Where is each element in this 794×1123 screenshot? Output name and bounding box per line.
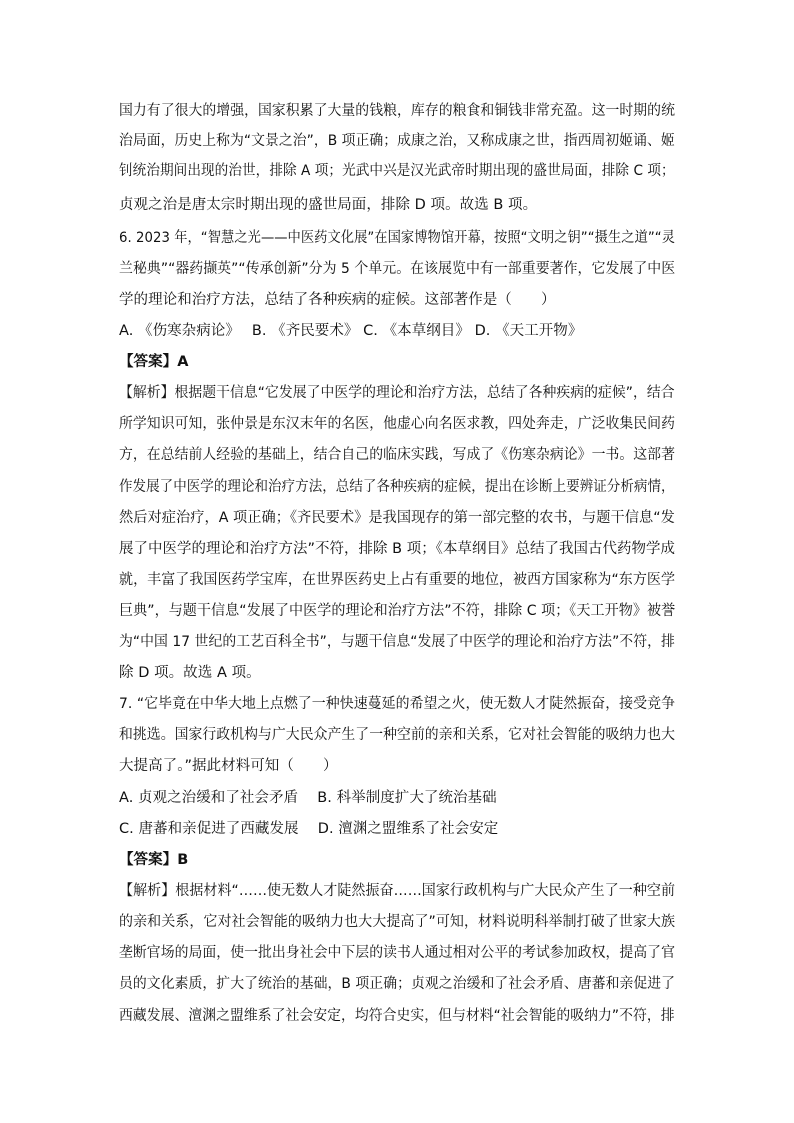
text-line: 国力有了很大的增强，国家积累了大量的钱粮，库存的粮食和铜钱非常充盈。这一时期的统 <box>119 103 675 119</box>
analysis-line: 然后对症治疗，A 项正确；《齐民要术》是我国现存的第一部完整的农书，与题干信息“发 <box>119 510 675 526</box>
analysis-line: 方，在总结前人经验的基础上，结合自己的临床实践，写成了《伤寒杂病论》一书。这部著 <box>119 447 675 463</box>
answer-label: 【答案】A <box>119 354 189 370</box>
question-7-stem: 和挑选。国家行政机构与广大民众产生了一种空前的亲和关系，它对社会智能的吸纳力也大 <box>119 727 675 743</box>
analysis-line: 展了中医学的理论和治疗方法”不符，排除 B 项；《本草纲目》总结了我国古代药物学成 <box>119 541 675 557</box>
analysis-line: 除 D 项。故选 A 项。 <box>119 665 261 681</box>
question-6-stem: 兰秘典”“器药撷英”“传承创新”分为 5 个单元。在该展览中有一部重要著作，它发展了中医 <box>119 261 676 277</box>
analysis-line: 作发展了中医学的理论和治疗方法，总结了各种疾病的症候，提出在诊断上要辨证分析病情， <box>119 479 675 495</box>
question-6-options: A. 《伤寒杂病论》 B. 《齐民要术》 C. 《本草纲目》 D. 《天工开物》 <box>119 323 583 339</box>
analysis-line: 为“中国 17 世纪的工艺百科全书”，与题干信息“发展了中医学的理论和治疗方法”不符，排 <box>119 634 675 650</box>
question-6-stem: 6. 2023 年，“智慧之光——中医药文化展”在国家博物馆开幕，按照“文明之钥”“摄生之道”“灵 <box>119 230 676 246</box>
question-7-stem: 7. “它毕竟在中华大地上点燃了一种快速蔓延的希望之火，使无数人才陡然振奋，接受竞争 <box>119 696 676 712</box>
analysis-line: 【解析】根据材料“……使无数人才陡然振奋……国家行政机构与广大民众产生了一种空前 <box>119 883 676 899</box>
analysis-line: 垄断官场的局面，使一批出身社会中下层的读书人通过相对公平的考试参加政权，提高了官 <box>119 945 675 961</box>
analysis-line: 就，丰富了我国医药学宝库，在世界医药史上占有重要的地位，被西方国家称为“东方医学 <box>119 572 676 588</box>
analysis-line: 所学知识可知，张仲景是东汉末年的名医，他虚心向名医求教，四处奔走，广泛收集民间药 <box>119 416 675 432</box>
analysis-line: 【解析】根据题干信息“它发展了中医学的理论和治疗方法，总结了各种疾病的症候”，结合 <box>119 385 675 401</box>
analysis-line: 员的文化素质，扩大了统治的基础，B 项正确；贞观之治缓和了社会矛盾、唐蕃和亲促进了 <box>119 976 676 992</box>
text-line: 贞观之治是唐太宗时期出现的盛世局面，排除 D 项。故选 B 项。 <box>119 197 538 213</box>
analysis-line: 巨典”，与题干信息“发展了中医学的理论和治疗方法”不符，排除 C 项；《天工开物》被誉 <box>119 603 676 619</box>
analysis-line: 西藏发展、澶渊之盟维系了社会安定，均符合史实，但与材料“社会智能的吸纳力”不符，排 <box>119 1008 675 1024</box>
question-7-stem: 大提高了。”据此材料可知（ ） <box>119 758 338 774</box>
question-7-options: C. 唐蕃和亲促进了西藏发展 D. 澶渊之盟维系了社会安定 <box>119 821 499 837</box>
text-line: 治局面，历史上称为“文景之治”，B 项正确；成康之治，又称成康之世，指西周初姬诵、姬 <box>119 133 675 149</box>
answer-label: 【答案】B <box>119 852 189 868</box>
analysis-line: 的亲和关系，它对社会智能的吸纳力也大大提高了”可知，材料说明科举制打破了世家大族 <box>119 914 676 930</box>
question-7-options: A. 贞观之治缓和了社会矛盾 B. 科举制度扩大了统治基础 <box>119 790 497 806</box>
question-6-stem: 学的理论和治疗方法，总结了各种疾病的症候。这部著作是（ ） <box>119 292 556 308</box>
text-line: 钊统治期间出现的治世，排除 A 项；光武中兴是汉光武帝时期出现的盛世局面，排除 C 项； <box>119 163 675 179</box>
